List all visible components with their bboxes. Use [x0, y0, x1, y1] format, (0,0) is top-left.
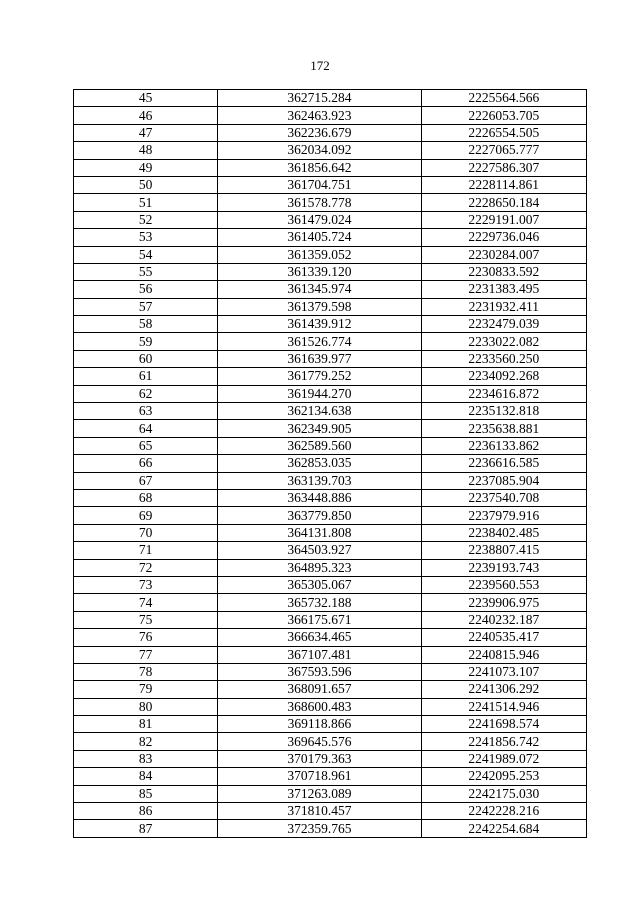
x-coordinate-cell: 362715.284 [218, 90, 421, 107]
point-number-cell: 71 [74, 542, 218, 559]
table-row [74, 194, 587, 211]
table-row [74, 90, 587, 107]
y-coordinate-cell: 2233560.250 [421, 350, 586, 367]
y-coordinate-cell: 2239906.975 [421, 594, 586, 611]
table-row [74, 803, 587, 820]
y-coordinate-cell: 2239560.553 [421, 576, 586, 593]
point-number-cell: 47 [74, 124, 218, 141]
point-number-cell: 87 [74, 820, 218, 837]
x-coordinate-cell: 361856.642 [218, 159, 421, 176]
page-number: 172 [310, 58, 330, 73]
table-row [74, 420, 587, 437]
x-coordinate-cell: 362236.679 [218, 124, 421, 141]
point-number-cell: 79 [74, 681, 218, 698]
x-coordinate-cell: 363448.886 [218, 489, 421, 506]
table-row [74, 785, 587, 802]
point-number-cell: 77 [74, 646, 218, 663]
point-number-cell: 59 [74, 333, 218, 350]
table-row [74, 681, 587, 698]
point-number-cell: 74 [74, 594, 218, 611]
x-coordinate-cell: 368091.657 [218, 681, 421, 698]
y-coordinate-cell: 2242175.030 [421, 785, 586, 802]
point-number-cell: 82 [74, 733, 218, 750]
coordinate-table [73, 89, 587, 838]
table-row [74, 263, 587, 280]
y-coordinate-cell: 2235132.818 [421, 403, 586, 420]
x-coordinate-cell: 362463.923 [218, 107, 421, 124]
table-row [74, 629, 587, 646]
x-coordinate-cell: 361578.778 [218, 194, 421, 211]
table-row [74, 576, 587, 593]
x-coordinate-cell: 366175.671 [218, 611, 421, 628]
y-coordinate-cell: 2228650.184 [421, 194, 586, 211]
point-number-cell: 75 [74, 611, 218, 628]
y-coordinate-cell: 2240535.417 [421, 629, 586, 646]
point-number-cell: 58 [74, 316, 218, 333]
table-row [74, 542, 587, 559]
point-number-cell: 63 [74, 403, 218, 420]
x-coordinate-cell: 361704.751 [218, 176, 421, 193]
table-row [74, 298, 587, 315]
x-coordinate-cell: 362589.560 [218, 437, 421, 454]
y-coordinate-cell: 2239193.743 [421, 559, 586, 576]
x-coordinate-cell: 368600.483 [218, 698, 421, 715]
table-row [74, 507, 587, 524]
point-number-cell: 65 [74, 437, 218, 454]
point-number-cell: 52 [74, 211, 218, 228]
table-row [74, 333, 587, 350]
y-coordinate-cell: 2234092.268 [421, 368, 586, 385]
point-number-cell: 86 [74, 803, 218, 820]
table-row [74, 385, 587, 402]
x-coordinate-cell: 370179.363 [218, 750, 421, 767]
y-coordinate-cell: 2231383.495 [421, 281, 586, 298]
y-coordinate-cell: 2232479.039 [421, 316, 586, 333]
x-coordinate-cell: 371810.457 [218, 803, 421, 820]
point-number-cell: 69 [74, 507, 218, 524]
y-coordinate-cell: 2235638.881 [421, 420, 586, 437]
point-number-cell: 73 [74, 576, 218, 593]
x-coordinate-cell: 372359.765 [218, 820, 421, 837]
x-coordinate-cell: 361339.120 [218, 263, 421, 280]
table-row [74, 246, 587, 263]
x-coordinate-cell: 362853.035 [218, 455, 421, 472]
x-coordinate-cell: 361944.270 [218, 385, 421, 402]
point-number-cell: 54 [74, 246, 218, 263]
y-coordinate-cell: 2242254.684 [421, 820, 586, 837]
point-number-cell: 55 [74, 263, 218, 280]
y-coordinate-cell: 2226053.705 [421, 107, 586, 124]
table-row [74, 698, 587, 715]
y-coordinate-cell: 2228114.861 [421, 176, 586, 193]
point-number-cell: 50 [74, 176, 218, 193]
x-coordinate-cell: 362134.638 [218, 403, 421, 420]
point-number-cell: 62 [74, 385, 218, 402]
y-coordinate-cell: 2236133.862 [421, 437, 586, 454]
x-coordinate-cell: 367593.596 [218, 663, 421, 680]
point-number-cell: 66 [74, 455, 218, 472]
table-row [74, 437, 587, 454]
table-row [74, 107, 587, 124]
point-number-cell: 51 [74, 194, 218, 211]
point-number-cell: 81 [74, 716, 218, 733]
y-coordinate-cell: 2237540.708 [421, 489, 586, 506]
table-row [74, 559, 587, 576]
point-number-cell: 49 [74, 159, 218, 176]
x-coordinate-cell: 362349.905 [218, 420, 421, 437]
table-row [74, 316, 587, 333]
y-coordinate-cell: 2230284.007 [421, 246, 586, 263]
x-coordinate-cell: 364503.927 [218, 542, 421, 559]
table-row [74, 472, 587, 489]
y-coordinate-cell: 2229736.046 [421, 229, 586, 246]
table-row [74, 768, 587, 785]
x-coordinate-cell: 364895.323 [218, 559, 421, 576]
table-row [74, 820, 587, 837]
x-coordinate-cell: 361405.724 [218, 229, 421, 246]
table-row [74, 124, 587, 141]
point-number-cell: 80 [74, 698, 218, 715]
table-row [74, 594, 587, 611]
table-row [74, 524, 587, 541]
y-coordinate-cell: 2238807.415 [421, 542, 586, 559]
y-coordinate-cell: 2231932.411 [421, 298, 586, 315]
y-coordinate-cell: 2230833.592 [421, 263, 586, 280]
table-row [74, 646, 587, 663]
y-coordinate-cell: 2229191.007 [421, 211, 586, 228]
x-coordinate-cell: 361359.052 [218, 246, 421, 263]
table-row [74, 159, 587, 176]
point-number-cell: 60 [74, 350, 218, 367]
y-coordinate-cell: 2237979.916 [421, 507, 586, 524]
x-coordinate-cell: 361345.974 [218, 281, 421, 298]
x-coordinate-cell: 371263.089 [218, 785, 421, 802]
x-coordinate-cell: 361479.024 [218, 211, 421, 228]
point-number-cell: 56 [74, 281, 218, 298]
x-coordinate-cell: 361779.252 [218, 368, 421, 385]
table-row [74, 211, 587, 228]
table-row [74, 229, 587, 246]
y-coordinate-cell: 2238402.485 [421, 524, 586, 541]
x-coordinate-cell: 369118.866 [218, 716, 421, 733]
table-row [74, 716, 587, 733]
y-coordinate-cell: 2240232.187 [421, 611, 586, 628]
x-coordinate-cell: 362034.092 [218, 142, 421, 159]
point-number-cell: 68 [74, 489, 218, 506]
y-coordinate-cell: 2241989.072 [421, 750, 586, 767]
table-row [74, 368, 587, 385]
x-coordinate-cell: 364131.808 [218, 524, 421, 541]
x-coordinate-cell: 361639.977 [218, 350, 421, 367]
table-row [74, 281, 587, 298]
point-number-cell: 72 [74, 559, 218, 576]
table-row [74, 403, 587, 420]
y-coordinate-cell: 2237085.904 [421, 472, 586, 489]
y-coordinate-cell: 2233022.082 [421, 333, 586, 350]
point-number-cell: 48 [74, 142, 218, 159]
x-coordinate-cell: 370718.961 [218, 768, 421, 785]
y-coordinate-cell: 2242228.216 [421, 803, 586, 820]
point-number-cell: 61 [74, 368, 218, 385]
point-number-cell: 64 [74, 420, 218, 437]
point-number-cell: 85 [74, 785, 218, 802]
table-row [74, 663, 587, 680]
point-number-cell: 70 [74, 524, 218, 541]
table-row [74, 350, 587, 367]
table-row [74, 455, 587, 472]
x-coordinate-cell: 365732.188 [218, 594, 421, 611]
table-row [74, 176, 587, 193]
point-number-cell: 84 [74, 768, 218, 785]
x-coordinate-cell: 363779.850 [218, 507, 421, 524]
point-number-cell: 57 [74, 298, 218, 315]
point-number-cell: 76 [74, 629, 218, 646]
table-row [74, 611, 587, 628]
point-number-cell: 45 [74, 90, 218, 107]
x-coordinate-cell: 366634.465 [218, 629, 421, 646]
x-coordinate-cell: 361439.912 [218, 316, 421, 333]
table-row [74, 733, 587, 750]
x-coordinate-cell: 367107.481 [218, 646, 421, 663]
y-coordinate-cell: 2225564.566 [421, 90, 586, 107]
y-coordinate-cell: 2242095.253 [421, 768, 586, 785]
y-coordinate-cell: 2241306.292 [421, 681, 586, 698]
x-coordinate-cell: 361379.598 [218, 298, 421, 315]
y-coordinate-cell: 2241073.107 [421, 663, 586, 680]
y-coordinate-cell: 2236616.585 [421, 455, 586, 472]
y-coordinate-cell: 2226554.505 [421, 124, 586, 141]
point-number-cell: 46 [74, 107, 218, 124]
y-coordinate-cell: 2240815.946 [421, 646, 586, 663]
coordinate-table-body [74, 90, 587, 838]
point-number-cell: 83 [74, 750, 218, 767]
y-coordinate-cell: 2227065.777 [421, 142, 586, 159]
y-coordinate-cell: 2241514.946 [421, 698, 586, 715]
table-row [74, 750, 587, 767]
x-coordinate-cell: 369645.576 [218, 733, 421, 750]
x-coordinate-cell: 363139.703 [218, 472, 421, 489]
y-coordinate-cell: 2227586.307 [421, 159, 586, 176]
y-coordinate-cell: 2241856.742 [421, 733, 586, 750]
point-number-cell: 67 [74, 472, 218, 489]
x-coordinate-cell: 365305.067 [218, 576, 421, 593]
table-row [74, 142, 587, 159]
point-number-cell: 53 [74, 229, 218, 246]
x-coordinate-cell: 361526.774 [218, 333, 421, 350]
y-coordinate-cell: 2234616.872 [421, 385, 586, 402]
y-coordinate-cell: 2241698.574 [421, 716, 586, 733]
point-number-cell: 78 [74, 663, 218, 680]
table-row [74, 489, 587, 506]
